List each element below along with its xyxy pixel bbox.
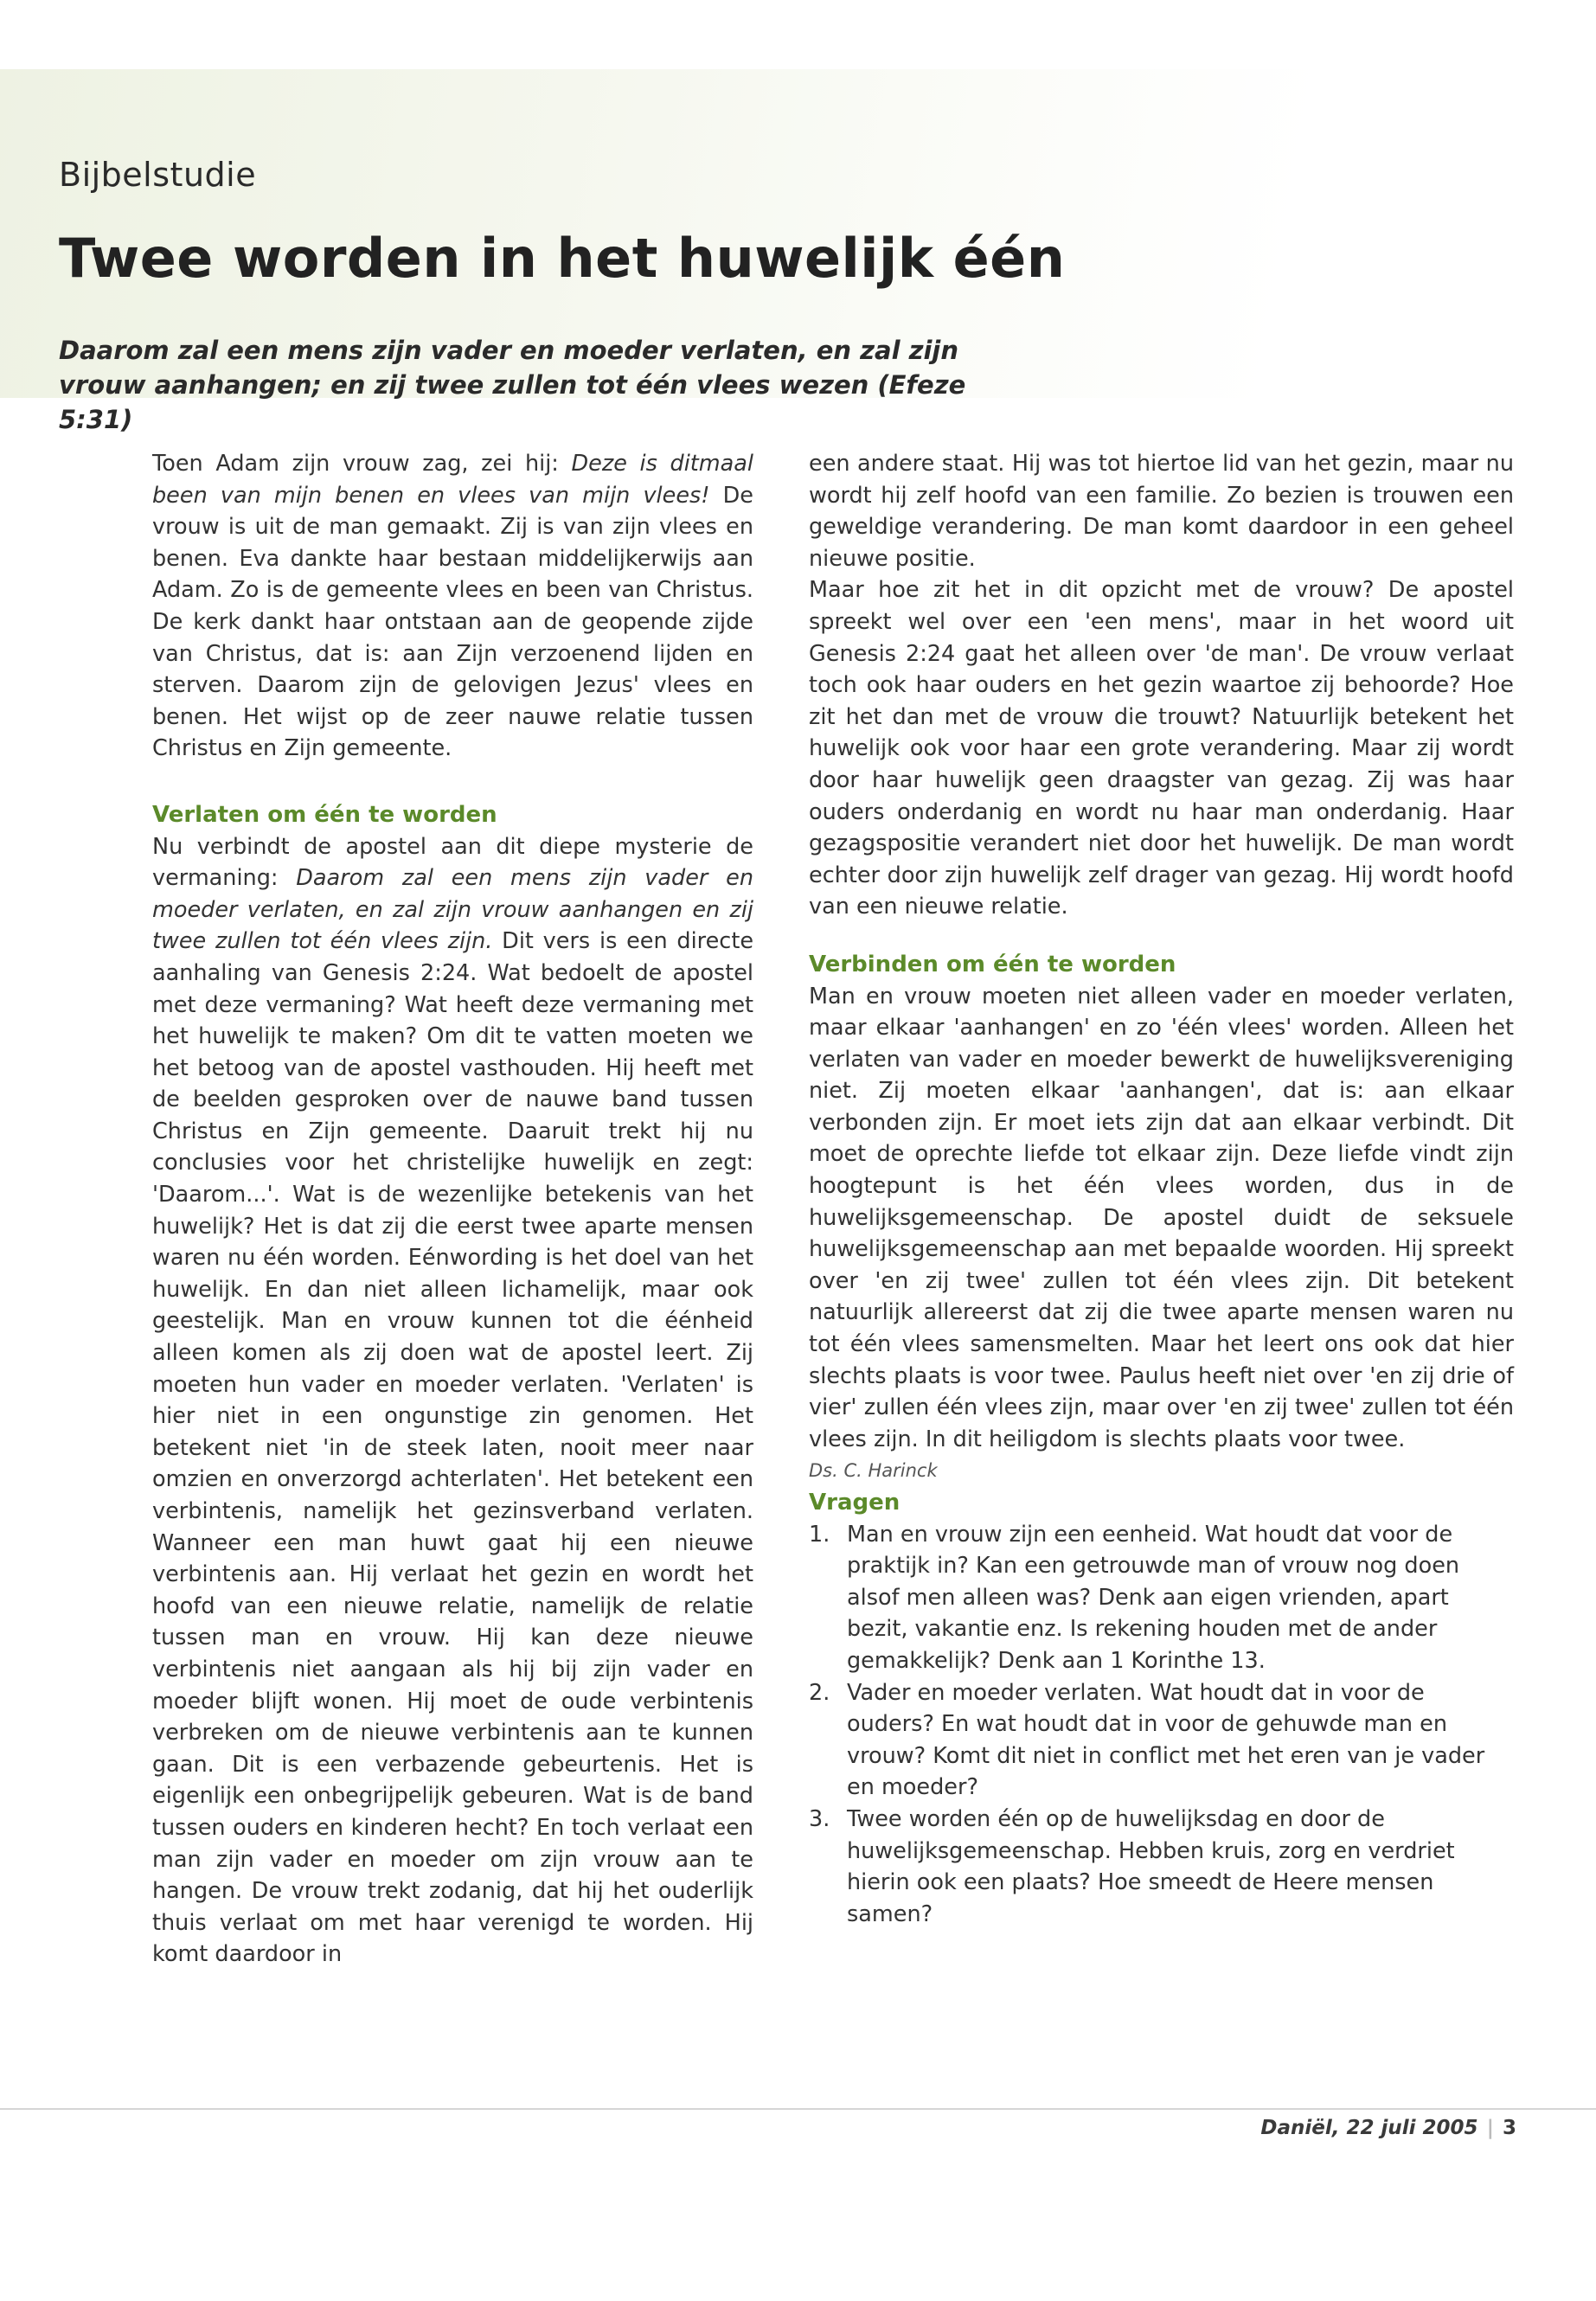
question-text: Man en vrouw zijn een eenheid. Wat houdt dat voor de praktijk in? Kan een getrouwde man of vrouw nog doen alsof men alleen was? Denk aan eigen vrienden, apart bezit, vakantie enz. Is rekening houden met de ander gemakkelijk? Denk aan 1 Korinthe 13. bbox=[847, 1521, 1460, 1674]
right-column bbox=[809, 448, 1514, 1930]
question-number: 2. bbox=[809, 1679, 830, 1706]
text-run: Dit vers is een directe aanhaling van Genesis 2:24. Wat bedoelt de apostel met deze vermaning? Wat heeft deze vermaning met het huwelijk te maken? Om dit te vatten moeten we het betoog van de apostel vasthouden. Hij heeft met de beelden gesproken over de nauwe band tussen Christus en Zijn gemeente. Daaruit trekt hij nu conclusies voor het christelijke huwelijk en zegt: 'Daarom...'. Wat is de wezenlijke betekenis van het huwelijk? Het is dat zij die eerst twee aparte mensen waren nu één worden. Eénwording is het doel van het huwelijk. En dan niet alleen lichamelijk, maar ook geestelijk. Man en vrouw kunnen tot die éénheid alleen komen als zij doen wat de apostel leert. Zij moeten hun vader en moeder verlaten. 'Verlaten' is hier niet in een ongunstige zin genomen. Het betekent niet 'in de steek laten, nooit meer naar omzien en onverzorgd achterlaten'. Het betekent een verbintenis, namelijk het gezinsverband verlaten. Wanneer een man huwt gaat hij een nieuwe verbintenis aan. Hij verlaat het gezin en wordt het hoofd van een nieuwe relatie, namelijk de relatie tussen man en vrouw. Hij kan deze nieuwe verbintenis niet aangaan als hij bij zijn vader en moeder blijft wonen. Hij moet de oude verbintenis verbreken om de nieuwe verbintenis aan te kunnen gaan. Dit is een verbazende gebeurtenis. Het is eigenlijk een onbegrijpelijk gebeuren. Wat is de band tussen ouders en kinderen hecht? En toch verlaat een man zijn vader en moeder om zijn vrouw aan te hangen. De vrouw trekt zodanig, dat hij het ouderlijk thuis verlaat om met haar verenigd te worden. Hij komt daardoor in bbox=[152, 928, 754, 1968]
questions-heading: Vragen bbox=[809, 1490, 901, 1516]
page-footer bbox=[1260, 2117, 1516, 2139]
left-column bbox=[152, 448, 753, 1971]
section-heading: Verlaten om één te worden bbox=[152, 801, 497, 828]
paragraph bbox=[152, 448, 753, 765]
scripture-quote: Daarom zal een mens zijn vader en moeder verlaten, en zal zijn vrouw aanhangen en zij twee zullen tot één vlees zijn. bbox=[152, 865, 753, 955]
footer-separator: | bbox=[1486, 2117, 1494, 2139]
text-run: Nu verbindt de apostel aan dit diepe mysterie de vermaning: bbox=[152, 833, 753, 892]
text-run: Toen Adam zijn vrouw zag, zei hij: bbox=[152, 451, 572, 477]
question-text: Vader en moeder verlaten. Wat houdt dat in voor de ouders? En wat houdt dat in voor de gehuwde man en vrouw? Komt dit niet in conflict met het eren van je vader en moeder? bbox=[847, 1679, 1485, 1801]
question-number: 1. bbox=[809, 1521, 830, 1548]
intro-quote: Daarom zal een mens zijn vader en moeder verlaten, en zal zijn vrouw aanhangen; en zij twee zullen tot één vlees wezen (Efeze 5:31) bbox=[59, 336, 966, 434]
paragraph: een andere staat. Hij was tot hiertoe lid van het gezin, maar nu wordt hij zelf hoofd van een familie. Zo bezien is trouwen een geweldige verandering. De man komt daardoor in een geheel nieuwe positie. bbox=[809, 451, 1514, 572]
list-item bbox=[809, 1804, 1514, 1930]
question-number: 3. bbox=[809, 1805, 830, 1832]
article-title: Twee worden in het huwelijk één bbox=[59, 227, 1066, 290]
question-text: Twee worden één op de huwelijksdag en door de huwelijksgemeenschap. Hebben kruis, zorg en verdriet hierin ook een plaats? Hoe smeedt de Heere mensen samen? bbox=[847, 1805, 1455, 1927]
author-signature: Ds. C. Harinck bbox=[809, 1460, 938, 1482]
publication-info: Daniël, 22 juli 2005 bbox=[1260, 2117, 1478, 2139]
paragraph bbox=[152, 831, 753, 1971]
list-item bbox=[809, 1519, 1514, 1677]
list-item bbox=[809, 1677, 1514, 1804]
questions-list bbox=[809, 1519, 1514, 1931]
section-kicker: Bijbelstudie bbox=[59, 156, 257, 194]
article-header bbox=[59, 156, 1529, 437]
paragraph: Maar hoe zit het in dit opzicht met de vrouw? De apostel spreekt wel over een 'een mens', maar in het woord uit Genesis 2:24 gaat het alleen over 'de man'. De vrouw verlaat toch ook haar ouders en het gezin waartoe zij behoorde? Hoe zit het dan met de vrouw die trouwt? Natuurlijk betekent het huwelijk ook voor haar een grote verandering. Maar zij wordt door haar huwelijk geen draagster van gezag. Zij was haar ouders onderdanig en wordt nu haar man onderdanig. Haar gezagspositie verandert niet door het huwelijk. De man wordt echter door zijn huwelijk zelf drager van gezag. Hij wordt hoofd van een nieuwe relatie. bbox=[809, 577, 1514, 920]
section-heading: Verbinden om één te worden bbox=[809, 951, 1176, 977]
scripture-quote: Deze is ditmaal been van mijn benen en vlees van mijn vlees! bbox=[152, 451, 753, 509]
footer-divider bbox=[0, 2108, 1596, 2110]
paragraph: Man en vrouw moeten niet alleen vader en moeder verlaten, maar elkaar 'aanhangen' en zo 'één vlees' worden. Alleen het verlaten van vader en moeder bewerkt de huwelijksvereniging niet. Zij moeten elkaar 'aanhangen', dat is: aan elkaar verbonden zijn. Er moet iets zijn dat aan elkaar verbindt. Dit moet de oprechte liefde tot elkaar zijn. Deze liefde vindt zijn hoogtepunt is het één vlees worden, dus in de huwelijksgemeenschap. De apostel duidt de seksuele huwelijksgemeenschap aan met bepaalde woorden. Hij spreekt over 'en zij twee' zullen tot één vlees zijn. Dit betekent natuurlijk allereerst dat zij die twee aparte mensen waren nu tot één vlees samensmelten. Maar het leert ons ook dat hier slechts plaats is voor twee. Paulus heeft niet over 'en zij drie of vier' zullen één vlees zijn, maar over 'en zij twee' zullen tot één vlees zijn. In dit heiligdom is slechts plaats voor twee. bbox=[809, 983, 1514, 1452]
page-number: 3 bbox=[1502, 2117, 1516, 2139]
text-run: De vrouw is uit de man gemaakt. Zij is van zijn vlees en benen. Eva dankte haar bestaan middelijkerwijs aan Adam. Zo is de gemeente vlees en been van Christus. De kerk dankt haar ontstaan aan de geopende zijde van Christus, dat is: aan Zijn verzoenend lijden en sterven. Daarom zijn de gelovigen Jezus' vlees en benen. Het wijst op de zeer nauwe relatie tussen Christus en Zijn gemeente. bbox=[152, 482, 753, 762]
